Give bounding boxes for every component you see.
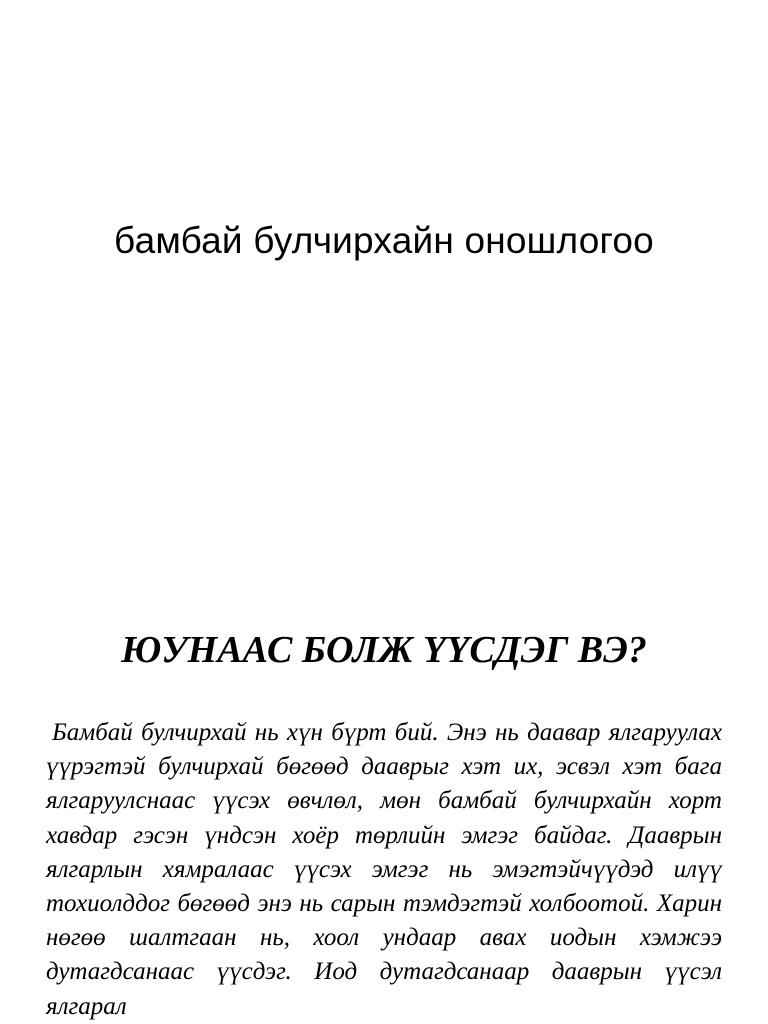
body-paragraph: Бамбай булчирхай нь хүн бүрт бий. Энэ нь даавар ялгаруулах үүрэгтэй булчирхай бөгөөд дааврыг хэт их, эсвэл хэт бага ялгаруулснаас үүсэх өвчлөл, мөн бамбай булчирхайн хорт хавдар гэсэн үндсэн хоёр төрлийн эмгэг байдаг. Дааврын ялгарлын хямралаас үүсэх эмгэг нь эмэгтэйчүүдэд илүү тохиолддог бөгөөд энэ нь сарын тэмдэгтэй холбоотой. Харин нөгөө шалтгаан нь, хоол ундаар авах иодын хэмжээ дутагдсанаас үүсдэг. Иод дутагдсанаар дааврын үүсэл ялгарал — [46, 719, 722, 1020]
slide-title: бамбай булчирхайн оношлогоо — [114, 220, 654, 261]
section-heading: ЮУНААС БОЛЖ ҮҮСДЭГ ВЭ? — [121, 629, 647, 671]
